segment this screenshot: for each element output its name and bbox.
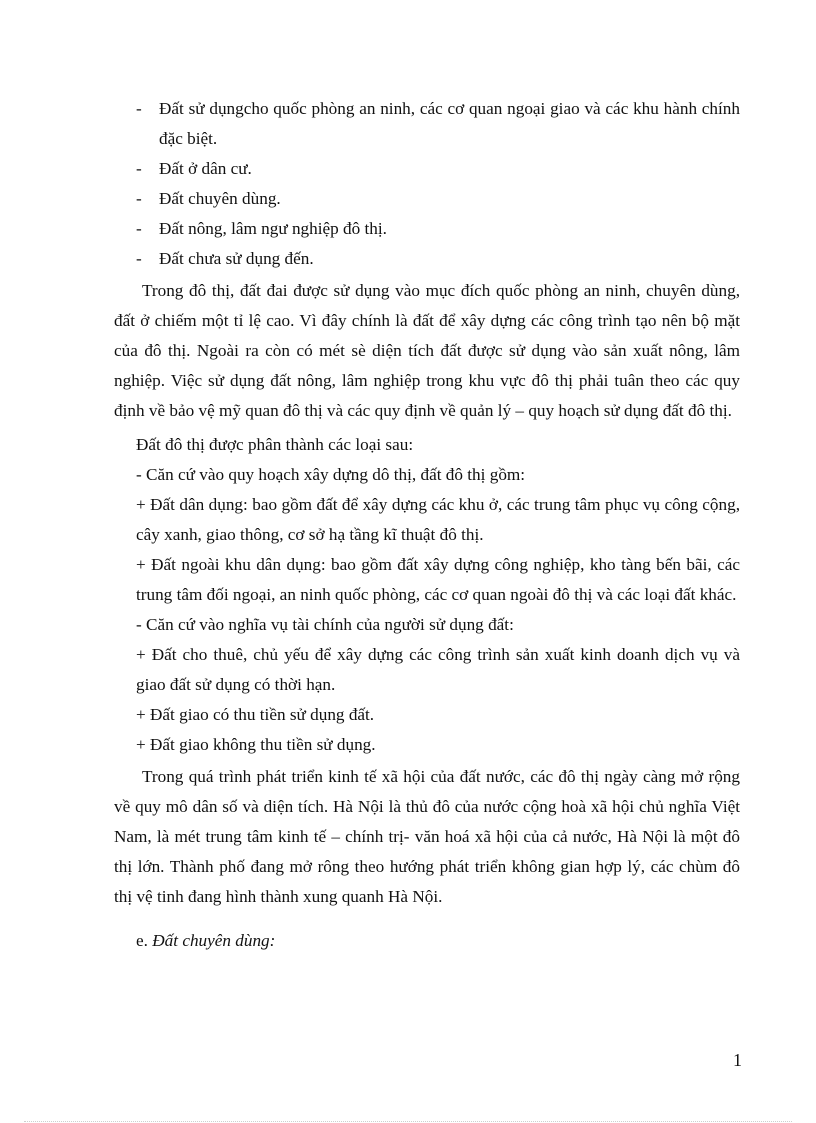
basis-financial: - Căn cứ vào nghĩa vụ tài chính của người sử dụng đất: [136, 615, 514, 634]
basis-financial-item: + Đất giao không thu tiền sử dụng. [136, 735, 376, 754]
bullet-dash: - [136, 99, 142, 118]
list-item [114, 94, 740, 154]
paragraph-land-use: Trong đô thị, đất đai được sử dụng vào mục đích quốc phòng an ninh, chuyên dùng, đất ở chiếm một tỉ lệ cao. Vì đây chính là đất để xây dựng các công trình tạo nên bộ mặt của đô thị. Ngoài ra còn có mét sè diện tích đất được sử dụng vào sản xuất nông, lâm nghiệp. Việc sử dụng đất nông, lâm nghiệp trong khu vực đô thị phải tuân theo các quy định về bảo vệ mỹ quan đô thị và các quy định về quản lý – quy hoạch sử dụng đất đô thị. [114, 281, 740, 420]
list-item [114, 184, 740, 214]
list-item [114, 214, 740, 244]
bullet-dash: - [136, 249, 142, 268]
bullet-dash: - [136, 159, 142, 178]
document-body [114, 94, 740, 956]
basis-planning-item: + Đất dân dụng: bao gồm đất để xây dựng các khu ở, các trung tâm phục vụ công cộng, cây xanh, giao thông, cơ sở hạ tầng kĩ thuật đô thị. [136, 495, 740, 544]
section-heading [114, 926, 740, 956]
page-number: 1 [733, 1050, 742, 1070]
list-item-text: Đất nông, lâm ngư nghiệp đô thị. [159, 219, 387, 238]
list-item-text: Đất ở dân cư. [159, 159, 252, 178]
section-title: Đất chuyên dùng: [152, 931, 276, 950]
list-item [114, 244, 740, 274]
page-footer-divider [24, 1121, 792, 1122]
classification-intro: Đất đô thị được phân thành các loại sau: [136, 435, 414, 454]
paragraph-hanoi: Trong quá trình phát triển kinh tế xã hội của đất nước, các đô thị ngày càng mở rộng về quy mô dân số và diện tích. Hà Nội là thủ đô của nước cộng hoà xã hội chủ nghĩa Việt Nam, là mét trung tâm kinh tế – chính trị- văn hoá xã hội của cả nước, Hà Nội là một đô thị lớn. Thành phố đang mở rông theo hướng phát triển không gian hợp lý, các chùm đô thị vệ tinh đang hình thành xung quanh Hà Nội. [114, 767, 740, 906]
list-item [114, 154, 740, 184]
basis-planning: - Căn cứ vào quy hoạch xây dựng dô thị, đất đô thị gồm: [136, 465, 526, 484]
bullet-dash: - [136, 219, 142, 238]
land-type-list [114, 94, 740, 274]
list-item-text: Đất chuyên dùng. [159, 189, 281, 208]
bullet-dash: - [136, 189, 142, 208]
list-item-text: Đất sử dụngcho quốc phòng an ninh, các cơ quan ngoại giao và các khu hành chính đặc biệt. [159, 99, 740, 148]
basis-financial-item: + Đất cho thuê, chủ yếu để xây dựng các công trình sản xuất kinh doanh dịch vụ và giao đất sử dụng có thời hạn. [136, 645, 740, 694]
section-number: e. [136, 931, 148, 950]
list-item-text: Đất chưa sử dụng đến. [159, 249, 314, 268]
basis-financial-item: + Đất giao có thu tiền sử dụng đất. [136, 705, 375, 724]
basis-planning-item: + Đất ngoài khu dân dụng: bao gồm đất xây dựng công nghiệp, kho tàng bến bãi, các trung tâm đối ngoại, an ninh quốc phòng, các cơ quan ngoài đô thị và các loại đất khác. [136, 555, 740, 604]
